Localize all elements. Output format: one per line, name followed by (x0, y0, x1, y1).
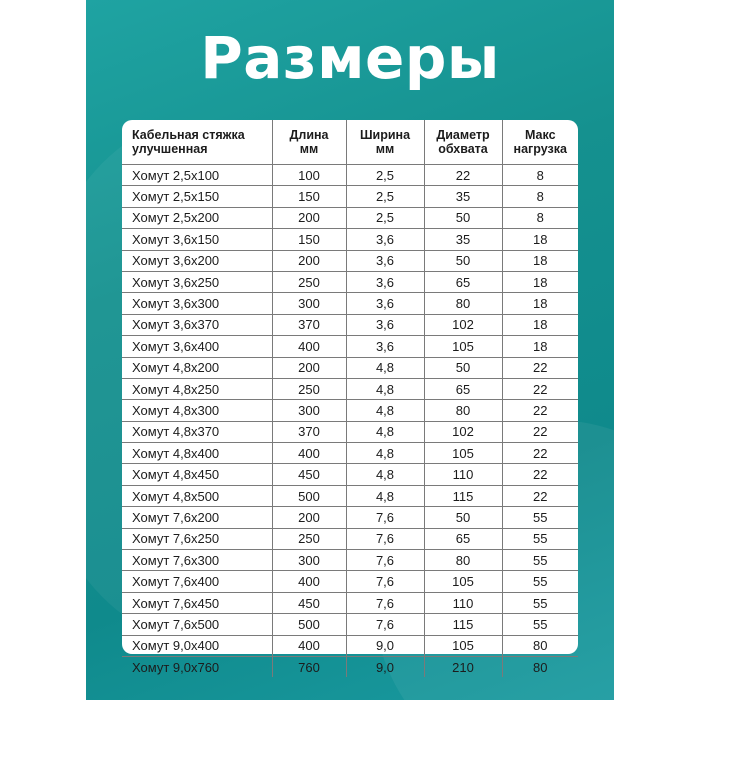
cell-name: Хомут 2,5x150 (122, 186, 272, 207)
cell-length: 250 (272, 528, 346, 549)
cell-name: Хомут 4,8x250 (122, 378, 272, 399)
cell-diameter: 105 (424, 336, 502, 357)
table-row (122, 229, 578, 250)
cell-diameter: 80 (424, 400, 502, 421)
cell-length: 200 (272, 207, 346, 228)
cell-length: 500 (272, 485, 346, 506)
cell-length: 300 (272, 293, 346, 314)
cell-width: 7,6 (346, 528, 424, 549)
size-table (122, 120, 578, 677)
cell-name: Хомут 4,8x200 (122, 357, 272, 378)
cell-width: 2,5 (346, 165, 424, 186)
table-row (122, 571, 578, 592)
header-width: Ширина мм (346, 120, 424, 165)
cell-name: Хомут 4,8x400 (122, 443, 272, 464)
cell-max-load: 8 (502, 186, 578, 207)
cell-length: 370 (272, 421, 346, 442)
cell-width: 4,8 (346, 400, 424, 421)
cell-width: 7,6 (346, 571, 424, 592)
cell-diameter: 105 (424, 635, 502, 656)
cell-length: 150 (272, 186, 346, 207)
cell-name: Хомут 7,6x450 (122, 592, 272, 613)
cell-max-load: 18 (502, 250, 578, 271)
cell-width: 3,6 (346, 250, 424, 271)
table-row (122, 421, 578, 442)
page-title: Размеры (200, 24, 500, 92)
table-row (122, 400, 578, 421)
cell-diameter: 105 (424, 443, 502, 464)
cell-width: 7,6 (346, 592, 424, 613)
cell-max-load: 22 (502, 464, 578, 485)
cell-width: 7,6 (346, 507, 424, 528)
cell-name: Хомут 3,6x370 (122, 314, 272, 335)
cell-length: 400 (272, 571, 346, 592)
cell-name: Хомут 7,6x200 (122, 507, 272, 528)
cell-width: 2,5 (346, 186, 424, 207)
cell-max-load: 22 (502, 378, 578, 399)
table-row (122, 635, 578, 656)
cell-max-load: 8 (502, 207, 578, 228)
cell-max-load: 80 (502, 635, 578, 656)
cell-width: 4,8 (346, 357, 424, 378)
cell-width: 4,8 (346, 421, 424, 442)
table-row (122, 271, 578, 292)
cell-width: 3,6 (346, 314, 424, 335)
header-length: Длина мм (272, 120, 346, 165)
cell-name: Хомут 4,8x500 (122, 485, 272, 506)
cell-diameter: 22 (424, 165, 502, 186)
cell-diameter: 80 (424, 550, 502, 571)
cell-max-load: 55 (502, 550, 578, 571)
cell-diameter: 50 (424, 207, 502, 228)
table-row (122, 550, 578, 571)
cell-name: Хомут 3,6x300 (122, 293, 272, 314)
cell-length: 400 (272, 635, 346, 656)
cell-name: Хомут 7,6x400 (122, 571, 272, 592)
table-row (122, 592, 578, 613)
table-row (122, 314, 578, 335)
table-row (122, 207, 578, 228)
cell-max-load: 8 (502, 165, 578, 186)
table-row (122, 443, 578, 464)
cell-diameter: 102 (424, 421, 502, 442)
cell-max-load: 18 (502, 336, 578, 357)
header-max-load: Макс нагрузка (502, 120, 578, 165)
cell-diameter: 102 (424, 314, 502, 335)
cell-length: 450 (272, 464, 346, 485)
cell-max-load: 80 (502, 656, 578, 677)
table-row (122, 336, 578, 357)
cell-max-load: 55 (502, 571, 578, 592)
cell-diameter: 65 (424, 378, 502, 399)
cell-diameter: 210 (424, 656, 502, 677)
cell-max-load: 18 (502, 293, 578, 314)
cell-diameter: 50 (424, 507, 502, 528)
table-row (122, 528, 578, 549)
cell-diameter: 105 (424, 571, 502, 592)
table-body (122, 165, 578, 678)
cell-max-load: 18 (502, 229, 578, 250)
cell-name: Хомут 7,6x250 (122, 528, 272, 549)
cell-max-load: 18 (502, 314, 578, 335)
table-row (122, 507, 578, 528)
cell-max-load: 22 (502, 443, 578, 464)
cell-width: 3,6 (346, 336, 424, 357)
cell-width: 2,5 (346, 207, 424, 228)
cell-diameter: 65 (424, 528, 502, 549)
header-cable-tie: Кабельная стяжка улучшенная (122, 120, 272, 165)
cell-width: 4,8 (346, 485, 424, 506)
cell-diameter: 35 (424, 186, 502, 207)
table-row (122, 485, 578, 506)
cell-diameter: 50 (424, 357, 502, 378)
cell-width: 9,0 (346, 656, 424, 677)
cell-length: 300 (272, 550, 346, 571)
cell-length: 450 (272, 592, 346, 613)
cell-name: Хомут 3,6x200 (122, 250, 272, 271)
cell-width: 7,6 (346, 614, 424, 635)
cell-diameter: 35 (424, 229, 502, 250)
cell-name: Хомут 3,6x250 (122, 271, 272, 292)
cell-length: 250 (272, 378, 346, 399)
cell-width: 7,6 (346, 550, 424, 571)
cell-width: 9,0 (346, 635, 424, 656)
cell-max-load: 22 (502, 421, 578, 442)
cell-name: Хомут 2,5x200 (122, 207, 272, 228)
table-row (122, 357, 578, 378)
cell-max-load: 55 (502, 592, 578, 613)
cell-name: Хомут 7,6x500 (122, 614, 272, 635)
size-table-card (122, 120, 578, 675)
table-row (122, 464, 578, 485)
table-row (122, 614, 578, 635)
cell-name: Хомут 9,0x760 (122, 656, 272, 677)
cell-diameter: 50 (424, 250, 502, 271)
cell-max-load: 22 (502, 485, 578, 506)
cell-length: 760 (272, 656, 346, 677)
table-row (122, 378, 578, 399)
cell-width: 4,8 (346, 378, 424, 399)
cell-name: Хомут 2,5x100 (122, 165, 272, 186)
cell-diameter: 110 (424, 592, 502, 613)
cell-length: 500 (272, 614, 346, 635)
cell-max-load: 55 (502, 528, 578, 549)
cell-name: Хомут 9,0x400 (122, 635, 272, 656)
cell-name: Хомут 3,6x150 (122, 229, 272, 250)
cell-max-load: 55 (502, 507, 578, 528)
cell-width: 3,6 (346, 293, 424, 314)
cell-length: 370 (272, 314, 346, 335)
header-diameter: Диаметр обхвата (424, 120, 502, 165)
cell-diameter: 115 (424, 485, 502, 506)
cell-length: 400 (272, 443, 346, 464)
cell-diameter: 80 (424, 293, 502, 314)
cell-name: Хомут 4,8x450 (122, 464, 272, 485)
cell-max-load: 22 (502, 400, 578, 421)
table-row (122, 250, 578, 271)
cell-length: 250 (272, 271, 346, 292)
cell-max-load: 22 (502, 357, 578, 378)
table-row (122, 293, 578, 314)
cell-length: 200 (272, 357, 346, 378)
cell-diameter: 115 (424, 614, 502, 635)
cell-diameter: 65 (424, 271, 502, 292)
table-header-row (122, 120, 578, 165)
cell-max-load: 18 (502, 271, 578, 292)
cell-length: 150 (272, 229, 346, 250)
cell-length: 100 (272, 165, 346, 186)
cell-max-load: 55 (502, 614, 578, 635)
cell-length: 200 (272, 507, 346, 528)
table-row (122, 165, 578, 186)
cell-length: 300 (272, 400, 346, 421)
cell-width: 3,6 (346, 271, 424, 292)
cell-length: 400 (272, 336, 346, 357)
cell-name: Хомут 7,6x300 (122, 550, 272, 571)
cell-width: 3,6 (346, 229, 424, 250)
table-row (122, 186, 578, 207)
cell-width: 4,8 (346, 443, 424, 464)
cell-name: Хомут 3,6x400 (122, 336, 272, 357)
cell-name: Хомут 4,8x300 (122, 400, 272, 421)
cell-width: 4,8 (346, 464, 424, 485)
table-row (122, 656, 578, 677)
cell-diameter: 110 (424, 464, 502, 485)
cell-length: 200 (272, 250, 346, 271)
cell-name: Хомут 4,8x370 (122, 421, 272, 442)
